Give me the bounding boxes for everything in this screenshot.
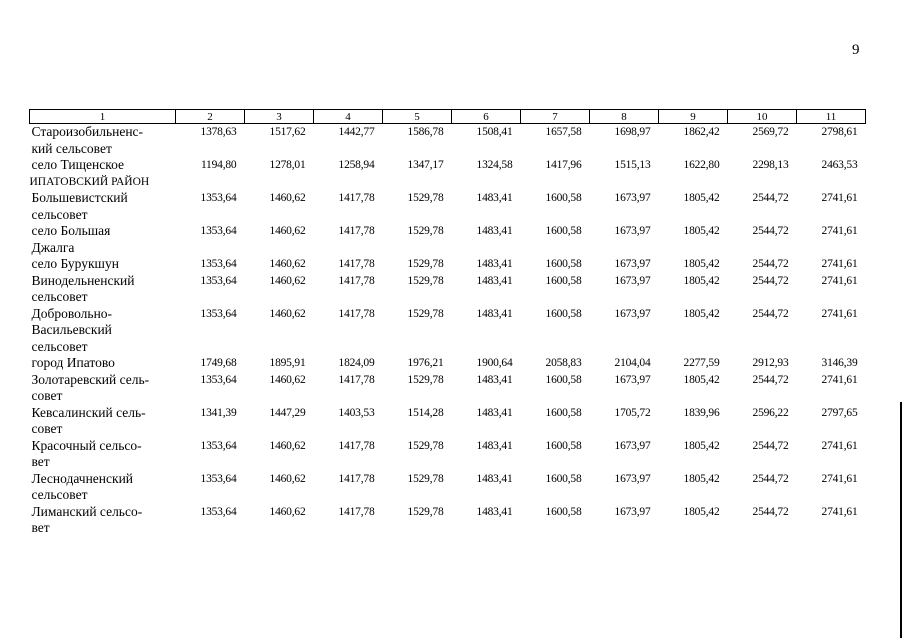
row-value-col-6: 1483,41 (476, 505, 513, 518)
row-value-col-7: 1600,58 (545, 225, 582, 237)
row-value-col-8: 1673,97 (614, 505, 651, 518)
row-name: Золотаревский сель- совет (31, 371, 150, 403)
region-heading: ИПАТОВСКИЙ РАЙОН (29, 175, 150, 188)
column-header-4: 4 (314, 110, 383, 124)
column-header-9: 9 (659, 110, 728, 124)
row-value-col-2: 1353,64 (200, 225, 237, 237)
row-value-col-9: 1805,42 (683, 274, 720, 287)
row-value-col-11: 3146,39 (821, 357, 858, 369)
table-row (30, 190, 866, 223)
column-header-3: 3 (245, 110, 314, 124)
row-value-col-6: 1483,41 (476, 274, 513, 287)
row-name: город Ипатово (31, 355, 115, 370)
row-value-col-9: 1805,42 (683, 307, 720, 320)
row-name: Староизобильненс- кий сельсовет (31, 124, 144, 156)
row-name: село Тищенское (31, 157, 125, 172)
row-value-col-8: 1673,97 (614, 373, 651, 386)
row-value-col-11: 2741,61 (821, 225, 858, 237)
table-row (30, 157, 866, 174)
tariff-table (29, 109, 866, 537)
row-value-col-9: 1862,42 (683, 126, 720, 138)
table-row (30, 471, 866, 504)
row-value-col-7: 1600,58 (545, 258, 582, 270)
row-value-col-2: 1353,64 (200, 307, 237, 320)
row-value-col-11: 2741,61 (821, 307, 858, 320)
row-value-col-4: 1417,78 (338, 274, 375, 287)
row-value-col-7: 1600,58 (545, 406, 582, 419)
column-header-8: 8 (590, 110, 659, 124)
row-value-col-5: 1529,78 (407, 472, 444, 485)
row-value-col-3: 1460,62 (269, 274, 306, 287)
row-value-col-4: 1417,78 (338, 225, 375, 237)
row-value-col-5: 1514,28 (407, 406, 444, 419)
row-value-col-10: 2596,22 (752, 406, 789, 419)
row-value-col-8: 1673,97 (614, 439, 651, 452)
row-value-col-2: 1353,64 (200, 439, 237, 452)
table-row (30, 124, 866, 158)
row-value-col-7: 1600,58 (545, 373, 582, 386)
table-row (30, 223, 866, 256)
row-value-col-3: 1460,62 (269, 307, 306, 320)
row-value-col-4: 1417,78 (338, 439, 375, 452)
row-value-col-8: 2104,04 (614, 357, 651, 369)
table-body (30, 124, 866, 537)
row-value-col-9: 1805,42 (683, 505, 720, 518)
row-value-col-8: 1673,97 (614, 307, 651, 320)
row-value-col-3: 1460,62 (269, 439, 306, 452)
table-row (30, 355, 866, 372)
row-value-col-6: 1324,58 (476, 159, 513, 171)
table-row (30, 273, 866, 306)
row-name: село Большая Джалга (31, 223, 111, 255)
row-value-col-3: 1460,62 (269, 373, 306, 386)
row-value-col-6: 1483,41 (476, 373, 513, 386)
row-value-col-6: 1483,41 (476, 192, 513, 204)
row-value-col-6: 1483,41 (476, 406, 513, 419)
row-value-col-11: 2463,53 (821, 159, 858, 171)
row-value-col-5: 1529,78 (407, 373, 444, 386)
row-value-col-2: 1353,64 (200, 373, 237, 386)
row-value-col-4: 1417,78 (338, 307, 375, 320)
row-value-col-6: 1483,41 (476, 307, 513, 320)
row-value-col-9: 1805,42 (683, 258, 720, 270)
scan-edge-mark (900, 402, 902, 638)
row-value-col-6: 1483,41 (476, 225, 513, 237)
row-value-col-4: 1417,78 (338, 258, 375, 270)
row-value-col-5: 1529,78 (407, 439, 444, 452)
row-value-col-10: 2544,72 (752, 258, 789, 270)
row-value-col-8: 1673,97 (614, 274, 651, 287)
row-value-col-7: 2058,83 (545, 357, 582, 369)
row-name: Кевсалинский сель- совет (31, 404, 146, 436)
row-value-col-10: 2544,72 (752, 192, 789, 204)
row-value-col-7: 1600,58 (545, 439, 582, 452)
row-value-col-11: 2741,61 (821, 472, 858, 485)
row-value-col-11: 2797,65 (821, 406, 858, 419)
row-value-col-6: 1483,41 (476, 258, 513, 270)
row-name: Большевистский сельсовет (31, 190, 128, 222)
row-value-col-11: 2798,61 (821, 126, 858, 138)
row-value-col-3: 1895,91 (269, 357, 306, 369)
row-value-col-11: 2741,61 (821, 258, 858, 270)
row-value-col-10: 2569,72 (752, 126, 789, 138)
row-value-col-7: 1657,58 (545, 126, 582, 138)
row-name: Добровольно- Васильевский сельсовет (31, 305, 113, 354)
row-value-col-4: 1417,78 (338, 373, 375, 386)
row-value-col-9: 1805,42 (683, 225, 720, 237)
row-value-col-4: 1403,53 (338, 406, 375, 419)
row-value-col-3: 1460,62 (269, 505, 306, 518)
row-value-col-3: 1460,62 (269, 258, 306, 270)
row-value-col-5: 1529,78 (407, 307, 444, 320)
row-value-col-10: 2298,13 (752, 159, 789, 171)
row-value-col-5: 1586,78 (407, 126, 444, 138)
row-value-col-5: 1529,78 (407, 274, 444, 287)
row-value-col-2: 1353,64 (200, 258, 237, 270)
row-value-col-4: 1417,78 (338, 192, 375, 204)
row-value-col-5: 1529,78 (407, 258, 444, 270)
row-value-col-7: 1600,58 (545, 505, 582, 518)
table-row (30, 438, 866, 471)
row-value-col-4: 1258,94 (338, 159, 375, 171)
row-value-col-3: 1460,62 (269, 472, 306, 485)
column-header-1: 1 (30, 110, 176, 124)
row-value-col-8: 1705,72 (614, 406, 651, 419)
row-value-col-6: 1900,64 (476, 357, 513, 369)
row-value-col-2: 1353,64 (200, 505, 237, 518)
row-value-col-8: 1673,97 (614, 472, 651, 485)
row-value-col-4: 1417,78 (338, 472, 375, 485)
table-row (30, 256, 866, 273)
row-value-col-8: 1673,97 (614, 192, 651, 204)
row-value-col-11: 2741,61 (821, 373, 858, 386)
row-value-col-3: 1517,62 (269, 126, 306, 138)
row-value-col-7: 1600,58 (545, 192, 582, 204)
row-value-col-4: 1442,77 (338, 126, 375, 138)
row-name: Винодельненский сельсовет (31, 272, 135, 304)
table-row (30, 372, 866, 405)
row-name: Красочный сельсо- вет (31, 437, 142, 469)
row-value-col-9: 1805,42 (683, 192, 720, 204)
row-value-col-2: 1194,80 (200, 159, 237, 171)
row-value-col-10: 2544,72 (752, 274, 789, 287)
row-value-col-7: 1417,96 (545, 159, 582, 171)
row-value-col-2: 1749,68 (200, 357, 237, 369)
column-header-2: 2 (176, 110, 245, 124)
row-value-col-3: 1278,01 (269, 159, 306, 171)
row-value-col-10: 2912,93 (752, 357, 789, 369)
row-value-col-11: 2741,61 (821, 274, 858, 287)
row-value-col-3: 1460,62 (269, 192, 306, 204)
row-value-col-9: 1805,42 (683, 439, 720, 452)
column-header-6: 6 (452, 110, 521, 124)
row-value-col-8: 1673,97 (614, 225, 651, 237)
row-value-col-7: 1600,58 (545, 307, 582, 320)
column-header-7: 7 (521, 110, 590, 124)
row-value-col-8: 1698,97 (614, 126, 651, 138)
row-value-col-10: 2544,72 (752, 307, 789, 320)
row-value-col-2: 1353,64 (200, 274, 237, 287)
row-value-col-11: 2741,61 (821, 439, 858, 452)
row-value-col-10: 2544,72 (752, 472, 789, 485)
column-number-row (30, 110, 866, 124)
row-value-col-10: 2544,72 (752, 505, 789, 518)
row-value-col-5: 1529,78 (407, 192, 444, 204)
row-value-col-5: 1529,78 (407, 505, 444, 518)
row-name: Лиманский сельсо- вет (31, 503, 143, 535)
row-value-col-8: 1673,97 (614, 258, 651, 270)
row-value-col-6: 1508,41 (476, 126, 513, 138)
row-value-col-7: 1600,58 (545, 472, 582, 485)
row-value-col-5: 1529,78 (407, 225, 444, 237)
row-value-col-5: 1347,17 (407, 159, 444, 171)
table-row (30, 504, 866, 537)
row-value-col-2: 1353,64 (200, 192, 237, 204)
page-number: 9 (852, 42, 860, 58)
row-value-col-9: 1805,42 (683, 472, 720, 485)
column-header-11: 11 (797, 110, 866, 124)
row-value-col-7: 1600,58 (545, 274, 582, 287)
row-value-col-9: 1839,96 (683, 406, 720, 419)
row-name: село Бурукшун (31, 256, 119, 271)
row-value-col-3: 1447,29 (269, 406, 306, 419)
column-header-10: 10 (728, 110, 797, 124)
row-value-col-2: 1341,39 (200, 406, 237, 419)
row-value-col-6: 1483,41 (476, 472, 513, 485)
row-value-col-2: 1378,63 (200, 126, 237, 138)
row-value-col-11: 2741,61 (821, 505, 858, 518)
row-value-col-5: 1976,21 (407, 357, 444, 369)
row-value-col-11: 2741,61 (821, 192, 858, 204)
row-name: Леснодачненский сельсовет (31, 470, 134, 502)
row-value-col-3: 1460,62 (269, 225, 306, 237)
row-value-col-9: 2277,59 (683, 357, 720, 369)
row-value-col-6: 1483,41 (476, 439, 513, 452)
row-value-col-4: 1824,09 (338, 357, 375, 369)
row-value-col-8: 1515,13 (614, 159, 651, 171)
row-value-col-10: 2544,72 (752, 439, 789, 452)
row-value-col-2: 1353,64 (200, 472, 237, 485)
row-value-col-9: 1805,42 (683, 373, 720, 386)
row-value-col-10: 2544,72 (752, 225, 789, 237)
row-value-col-10: 2544,72 (752, 373, 789, 386)
row-value-col-9: 1622,80 (683, 159, 720, 171)
column-header-5: 5 (383, 110, 452, 124)
table-row (30, 306, 866, 356)
table-row (30, 405, 866, 438)
row-value-col-4: 1417,78 (338, 505, 375, 518)
region-heading-row (30, 174, 866, 191)
